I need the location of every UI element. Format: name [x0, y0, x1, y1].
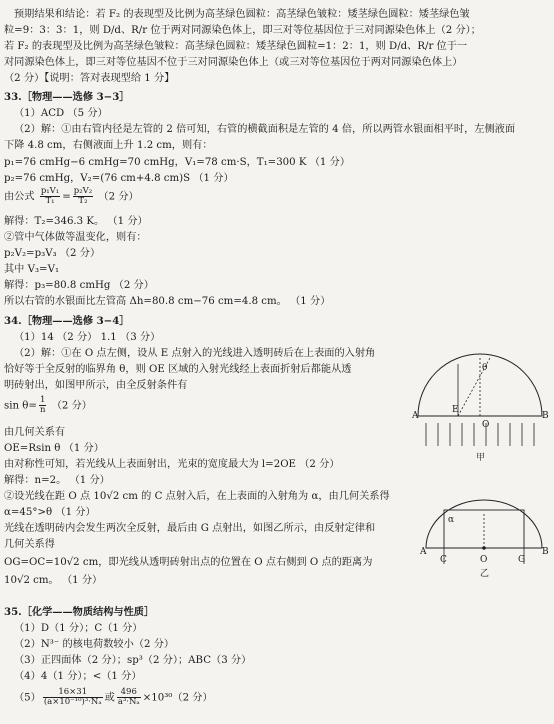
q35-line-3: （3）正四面体（2 分）；sp³（2 分）；ABC（3 分）	[14, 655, 252, 666]
q34-line-2: （2）解：①在 O 点左侧，设从 E 点射入的光线进入透明砖后在上表面的入射角	[14, 348, 376, 359]
q34-line-4: 明砖射出，如图甲所示，由全反射条件有	[4, 380, 188, 391]
top-line-1: 预期结果和结论：若 F₂ 的表现型及比例为高茎绿色圆粒：高茎绿色皱粒：矮茎绿色圆粒：矮茎绿色皱	[14, 9, 470, 20]
figure-yi-semicircle	[420, 494, 550, 578]
q34-line-6: OE=Rsin θ （1 分）	[4, 443, 104, 454]
q33-line-10: 解得：p₃=80.8 cmHg （2 分）	[4, 280, 154, 291]
q35-header: 35.［化学——物质结构与性质］	[4, 606, 155, 618]
fig2-label-alpha: α	[448, 515, 455, 525]
q33-line-8: p₂V₂=p₃V₃ （2 分）	[4, 248, 101, 259]
top-line-3: 若 F₂ 的表现型及比例为高茎绿色皱粒：高茎绿色圆粒：矮茎绿色圆粒=1：2：1，则 D/d、R/r 位于一	[4, 41, 468, 52]
q34-line-5: 由几何关系有	[4, 427, 66, 438]
top-line-5: （2 分）【说明：答对表现型给 1 分】	[4, 73, 175, 84]
q33-formula: 由公式 $\frac{\text{p₁V₁}}{\text{T₁}}$ = $\frac{\text{p₂V₂}}{\text{T₂}}$ （2 分）	[4, 186, 139, 206]
q34-line-11: 光线在透明砖内会发生两次全反射，最后由 G 点射出，如图乙所示，由反射定律和	[4, 523, 376, 534]
q35-line-4: （4）4（1 分）；<（1 分）	[14, 671, 142, 682]
fig2-label-b: B	[542, 547, 549, 557]
top-line-2: 粒=9：3：3：1，则 D/d、R/r 位于两对同源染色体上，即三对等位基因位于三对同源染色体上（2 分）；	[4, 25, 481, 36]
q33-line-11: 所以右管的水银面比左管高 Δh=80.8 cm−76 cm=4.8 cm。 （1 分）	[4, 296, 331, 307]
fig1-label-b: B	[542, 411, 549, 421]
q34-line-8: 解得：n=2。 （1 分）	[4, 475, 110, 486]
q33-line-9: 其中 V₃=V₁	[4, 264, 60, 275]
fig2-caption: 乙	[480, 569, 490, 578]
fig1-label-a: A	[412, 411, 419, 421]
fig1-label-theta: θ	[482, 363, 488, 373]
q33-line-3: 下降 4.8 cm，右侧液面上升 1.2 cm，则有：	[4, 140, 213, 151]
q34-line-13: OG=OC=10√2 cm，即光线从透明砖射出点的位置在 O 点右侧到 O 点的距离为	[4, 557, 373, 568]
q33-header: 33.［物理——选修 3−3］	[4, 91, 130, 103]
q34-sin-formula: sin θ= $\frac{1}{n}$ （2 分）	[4, 395, 92, 415]
q35-line-5: （5） $\frac{16\times 31}{\text{(a×10⁻¹⁰)³·Nₐ}}$ 或 $\frac{496}{\text{a³·Nₐ}}$ ×10³⁰（2 分）	[14, 687, 213, 707]
q33-line-5: p₂=76 cmHg，V₂=(76 cm+4.8 cm)S （1 分）	[4, 173, 234, 184]
q35-line-1: （1）D（1 分）；C（1 分）	[14, 623, 143, 634]
q33-line-7: ②管中气体做等温变化，则有：	[4, 232, 147, 243]
q34-line-10: α=45°>θ （1 分）	[4, 507, 96, 518]
figure-jia-semicircle	[412, 328, 550, 464]
q35-line-2: （2）N³⁻ 的核电荷数较小（2 分）	[14, 639, 175, 650]
q33-line-6: 解得：T₂=346.3 K。 （1 分）	[4, 216, 148, 227]
q34-line-9: ②设光线在距 O 点 10√2 cm 的 C 点射入后，在上表面的入射角为 α，由几何关系得	[4, 491, 390, 502]
q33-line-2: （2）解：①由右管内径是左管的 2 倍可知，右管的横截面积是左管的 4 倍，所以两管水银面相平时，左侧液面	[14, 124, 516, 135]
fig2-label-a: A	[420, 547, 427, 557]
q33-line-4: p₁=76 cmHg−6 cmHg=70 cmHg，V₁=78 cm·S，T₁=300 K （1 分）	[4, 157, 351, 168]
q34-header: 34.［物理——选修 3−4］	[4, 315, 130, 327]
q34-line-12: 几何关系得	[4, 539, 55, 550]
fig1-label-o: O	[482, 420, 490, 430]
q34-line-3: 恰好等于全反射的临界角 θ，则 OE 区域的入射光线经上表面折射后都能从透	[4, 364, 352, 375]
fig1-caption: 甲	[476, 453, 486, 463]
fig2-label-o: O	[480, 555, 488, 565]
fig2-label-c: C	[440, 555, 447, 565]
fig2-label-g: G	[518, 555, 526, 565]
q34-line-14: 10√2 cm。 （1 分）	[4, 575, 103, 586]
top-line-4: 对同源染色体上，即三对等位基因不位于三对同源染色体上（或三对等位基因位于两对同源染色体上）	[4, 57, 463, 68]
q33-line-1: （1）ACD （5 分）	[14, 108, 108, 119]
fig1-label-e: E	[452, 405, 459, 415]
q34-line-7: 由对称性可知，若光线从上表面射出，光束的宽度最大为 l=2OE （2 分）	[4, 459, 340, 470]
q34-line-1: （1）14 （2 分） 1.1 （3 分）	[14, 332, 161, 343]
